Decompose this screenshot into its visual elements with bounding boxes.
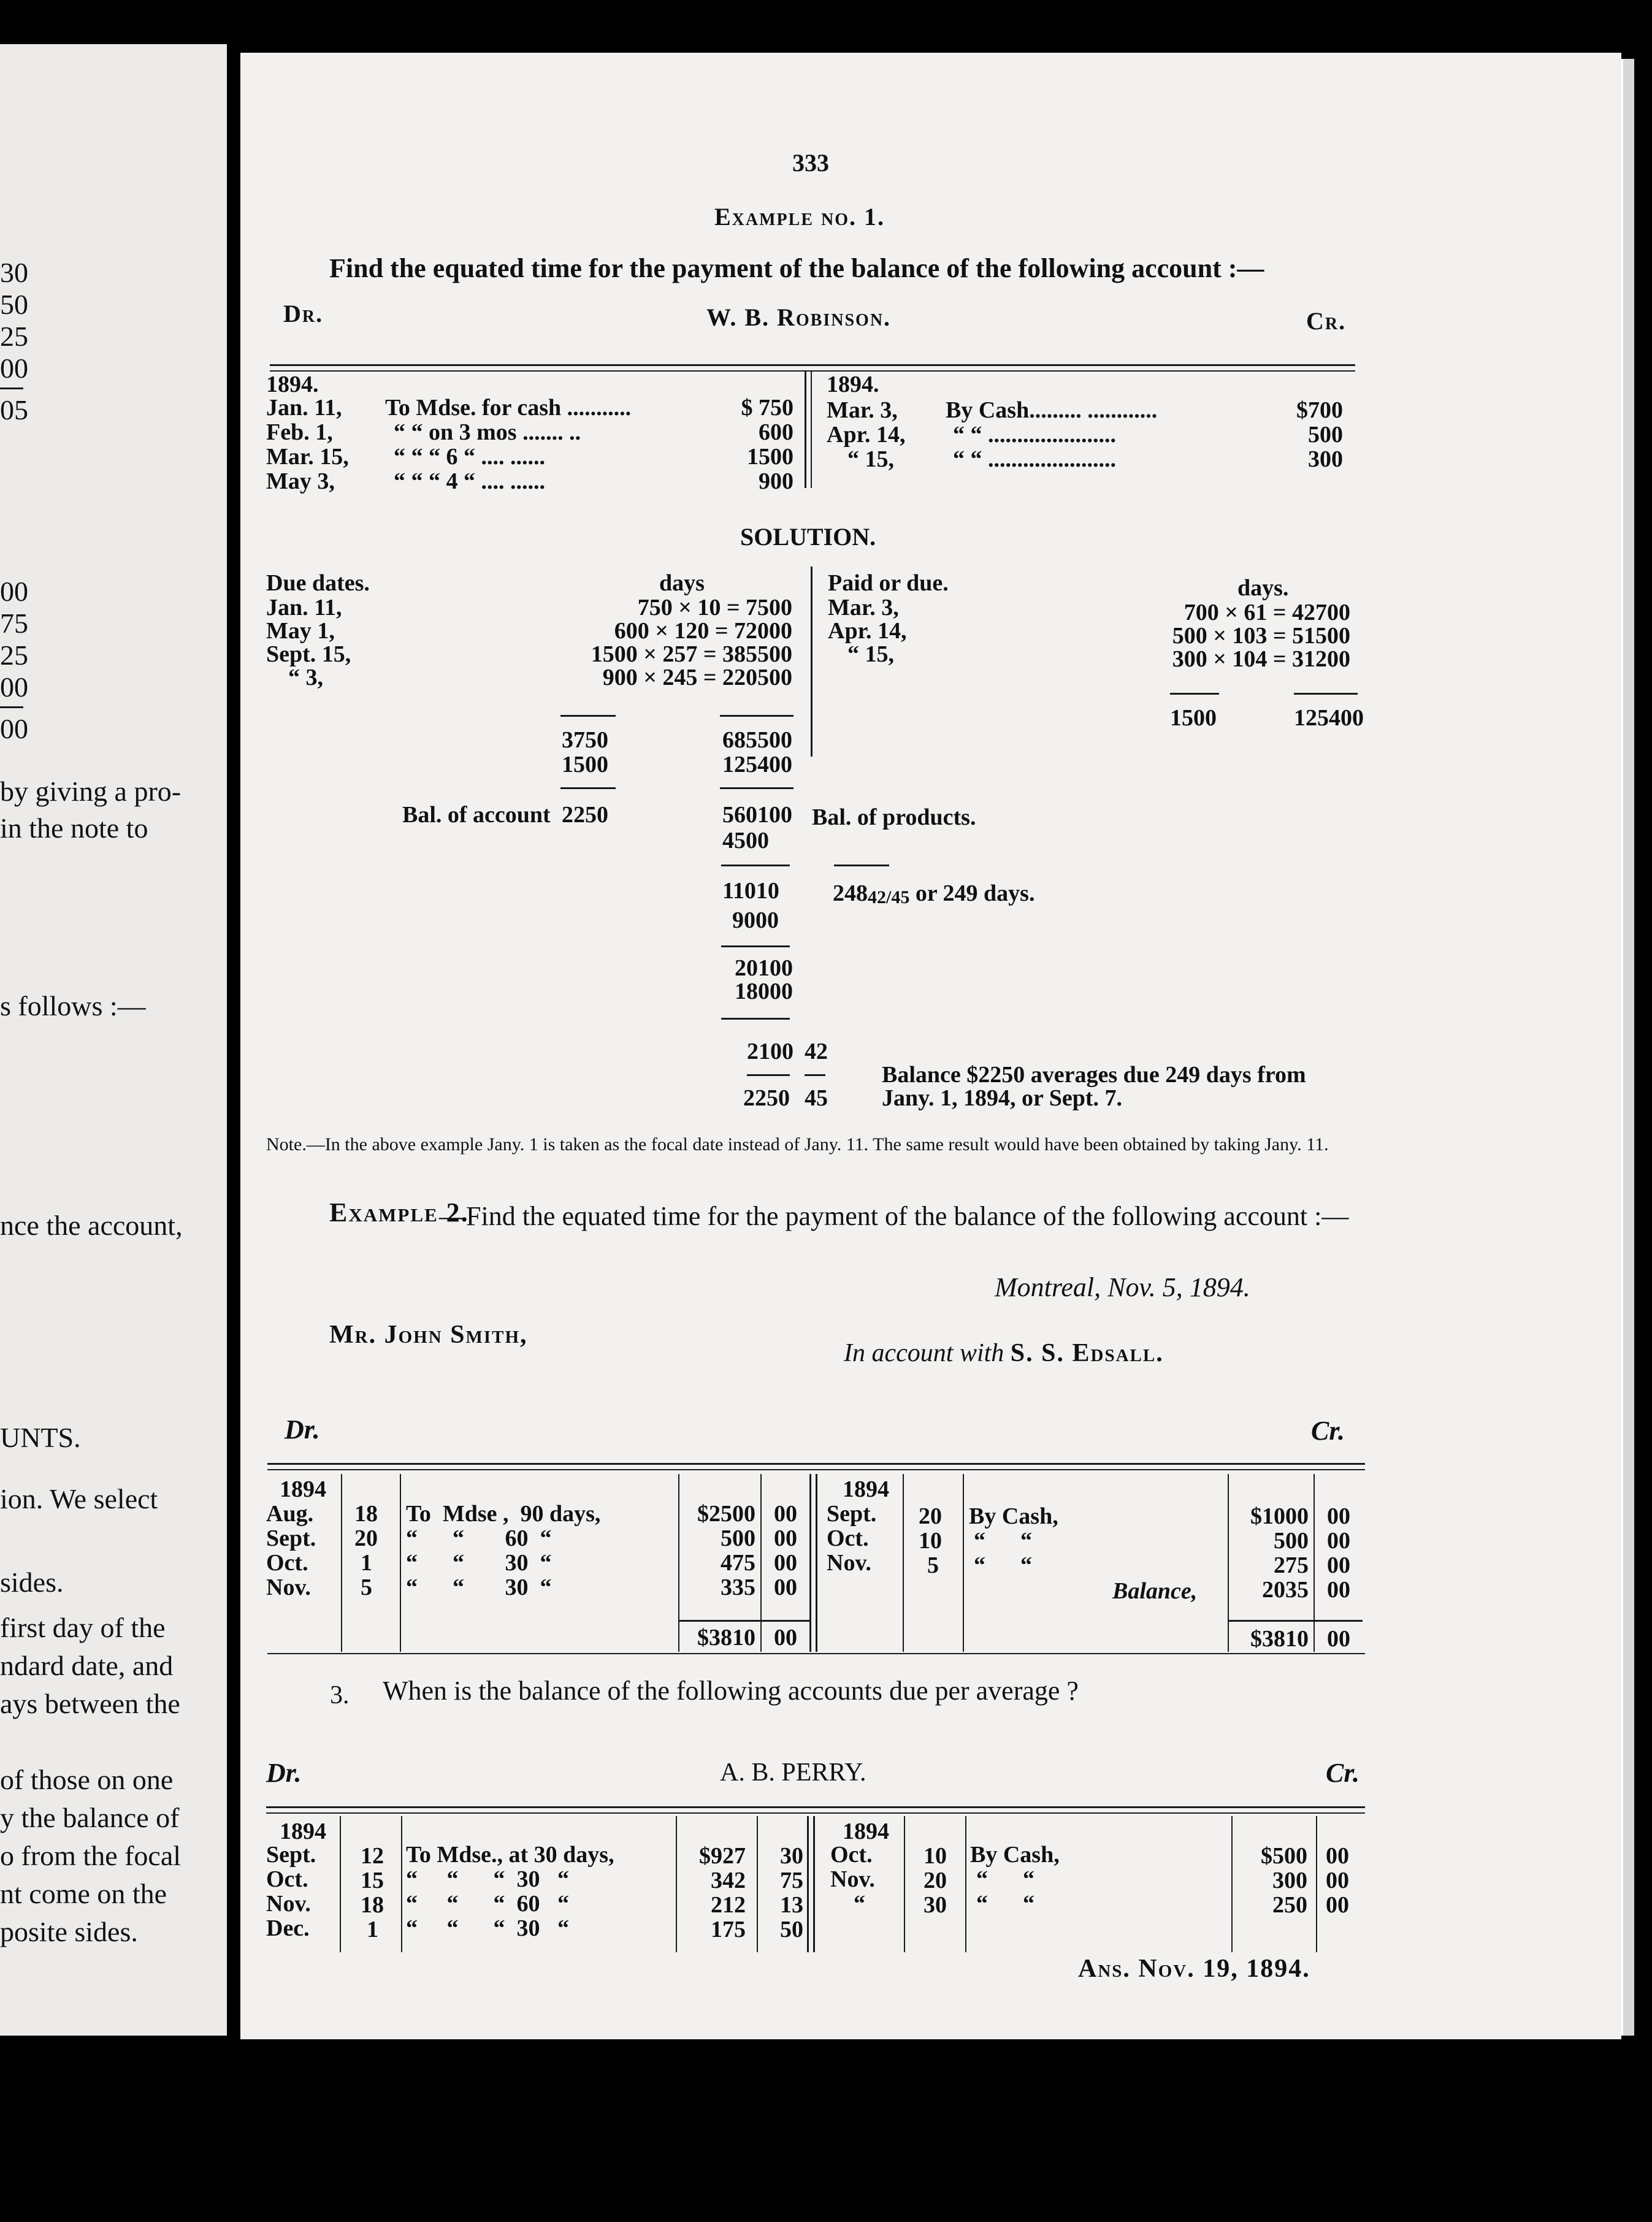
due-dates-label: Due dates. bbox=[266, 570, 370, 596]
debit-amount: 1500 bbox=[747, 444, 793, 470]
division-step: 2250 bbox=[743, 1085, 790, 1111]
debit-cents: 50 bbox=[780, 1917, 803, 1942]
debit-desc: “ “ “ 6 “ .... ...... bbox=[394, 444, 545, 470]
credit-days-label: days. bbox=[1237, 575, 1289, 601]
debit-desc: “ “ 30 “ bbox=[406, 1550, 552, 1576]
ledger-divider bbox=[813, 1816, 815, 1952]
note: Note.—In the above example Jany. 1 is taken as the focal date instead of Jany. 11. The same result would have been obtained by taking Jany. 11. bbox=[266, 1134, 1329, 1155]
paid-date: Apr. 14, bbox=[828, 618, 907, 644]
left-text-line: y the balance of bbox=[0, 1802, 180, 1833]
debit-day: 15 bbox=[361, 1868, 384, 1893]
product-line: 1500 × 257 = 385500 bbox=[591, 641, 792, 667]
credit-desc: By Cash, bbox=[969, 1503, 1058, 1529]
credit-month: Nov. bbox=[830, 1866, 875, 1892]
place-date: Montreal, Nov. 5, 1894. bbox=[995, 1272, 1250, 1302]
debit-year: 1894 bbox=[280, 1819, 326, 1844]
debit-desc: To Mdse., at 30 days, bbox=[406, 1842, 614, 1868]
solution-title: SOLUTION. bbox=[740, 523, 876, 551]
product-line: 750 × 10 = 7500 bbox=[637, 595, 792, 620]
product-total: 685500 bbox=[722, 727, 792, 753]
sum-rule bbox=[560, 715, 616, 717]
credit-day: 20 bbox=[919, 1503, 942, 1529]
ledger-column-line bbox=[760, 1474, 762, 1652]
remainder: 45 bbox=[805, 1085, 828, 1111]
debit-dollars: 175 bbox=[711, 1917, 746, 1942]
account-name: A. B. PERRY. bbox=[720, 1758, 866, 1787]
credit-total-cents: 00 bbox=[1327, 1626, 1350, 1652]
credit-day: 10 bbox=[924, 1843, 947, 1869]
debit-dollars: $927 bbox=[699, 1843, 746, 1869]
left-text-line: ion. We select bbox=[0, 1483, 158, 1514]
debit-year: 1894 bbox=[280, 1476, 326, 1502]
left-figure: 25 bbox=[0, 321, 28, 352]
due-date: “ 3, bbox=[288, 665, 323, 690]
debit-desc: “ “ “ 4 “ .... ...... bbox=[394, 468, 545, 494]
credit-cents: 00 bbox=[1327, 1577, 1350, 1603]
credit-cents: 00 bbox=[1326, 1868, 1349, 1893]
credit-desc: “ “ bbox=[974, 1552, 1032, 1578]
page-edge bbox=[1621, 59, 1634, 2036]
debit-desc: “ “ on 3 mos ....... .. bbox=[394, 419, 581, 445]
credit-dollars: $500 bbox=[1261, 1843, 1307, 1869]
credit-day: 20 bbox=[924, 1868, 947, 1893]
left-figure: 30 bbox=[0, 257, 28, 288]
product-line: 600 × 120 = 72000 bbox=[614, 618, 792, 644]
solution-divider bbox=[811, 567, 813, 757]
ledger-column-line bbox=[1314, 1474, 1315, 1652]
balance-note-line2: Jany. 1, 1894, or Sept. 7. bbox=[882, 1085, 1123, 1111]
ledger-divider bbox=[811, 372, 812, 488]
credit-year: 1894. bbox=[827, 372, 879, 397]
left-figure: 50 bbox=[0, 289, 28, 320]
in-account-label: In account with bbox=[844, 1339, 1004, 1367]
left-text-line: first day of the bbox=[0, 1612, 166, 1643]
credit-day: 5 bbox=[927, 1552, 939, 1578]
credit-desc: “ “ bbox=[976, 1891, 1034, 1917]
left-text-line: s follows :— bbox=[0, 990, 146, 1021]
book-page bbox=[240, 53, 1621, 2039]
debit-day: 1 bbox=[361, 1550, 372, 1576]
debit-desc: “ “ 60 “ bbox=[406, 1525, 552, 1551]
cr-label: Cr. bbox=[1306, 307, 1347, 335]
left-text-line: o from the focal bbox=[0, 1840, 182, 1871]
left-text-line: of those on one bbox=[0, 1764, 174, 1795]
debit-month: Aug. bbox=[266, 1501, 314, 1527]
addressee: Mr. John Smith, bbox=[329, 1321, 528, 1349]
debit-cents: 00 bbox=[774, 1550, 797, 1576]
debit-amount: $ 750 bbox=[741, 395, 793, 421]
sum-rule bbox=[720, 715, 793, 717]
balance-note-line1: Balance $2250 averages due 249 days from bbox=[882, 1062, 1306, 1088]
credit-dollars: 275 bbox=[1274, 1552, 1309, 1578]
due-date: May 1, bbox=[266, 618, 335, 644]
debit-dollars: 500 bbox=[721, 1525, 755, 1551]
debit-desc: “ “ “ 30 “ bbox=[406, 1866, 569, 1892]
debit-month: Oct. bbox=[266, 1550, 308, 1576]
credit-desc: “ “ ...................... bbox=[953, 446, 1116, 472]
total-rule bbox=[1228, 1620, 1363, 1622]
example2-question: —Find the equated time for the payment of the balance of the following account :— bbox=[439, 1201, 1349, 1231]
credit-product-subtotal: 125400 bbox=[722, 752, 792, 777]
left-figure: 00 bbox=[0, 576, 28, 607]
example2-label: Example 2. bbox=[329, 1197, 469, 1227]
quotient-rule bbox=[834, 865, 889, 866]
credit-desc: “ “ bbox=[976, 1866, 1034, 1892]
debit-date: May 3, bbox=[266, 468, 335, 494]
debit-day: 20 bbox=[354, 1525, 378, 1551]
debit-month: Nov. bbox=[266, 1575, 311, 1600]
cr-label: Cr. bbox=[1311, 1416, 1345, 1446]
credit-date: Apr. 14, bbox=[827, 422, 906, 448]
debit-day: 18 bbox=[361, 1892, 384, 1918]
credit-amount: $700 bbox=[1296, 397, 1343, 423]
bal-products-label: Bal. of products. bbox=[812, 804, 976, 830]
credit-product-line: 700 × 61 = 42700 bbox=[1184, 600, 1350, 625]
left-text-line: by giving a pro- bbox=[0, 776, 182, 807]
ledger-divider bbox=[805, 372, 806, 488]
debit-dollars: 475 bbox=[721, 1550, 755, 1576]
debit-cents: 30 bbox=[780, 1843, 803, 1869]
division-step: 20100 bbox=[735, 955, 793, 981]
paid-label: Paid or due. bbox=[828, 570, 949, 596]
debit-dollars: 335 bbox=[721, 1575, 755, 1600]
ledger-column-line bbox=[400, 1474, 401, 1652]
debit-desc: To Mdse , 90 days, bbox=[406, 1501, 601, 1527]
debit-date: Jan. 11, bbox=[266, 395, 342, 421]
credit-amount: 500 bbox=[1308, 422, 1343, 448]
answer: Ans. Nov. 19, 1894. bbox=[1078, 1955, 1310, 1983]
division-rule bbox=[805, 1074, 825, 1076]
quotient-text: or 249 days. bbox=[915, 880, 1035, 906]
ledger-column-line bbox=[757, 1816, 758, 1952]
ledger-rule bbox=[266, 1806, 1365, 1808]
bal-products: 560100 bbox=[722, 802, 792, 828]
dr-label: Dr. bbox=[266, 1758, 302, 1788]
credit-cents: 00 bbox=[1326, 1843, 1349, 1869]
bal-account: 2250 bbox=[562, 802, 608, 828]
ledger-rule bbox=[270, 370, 1355, 372]
ledger-rule bbox=[270, 364, 1355, 366]
division-rule bbox=[721, 865, 790, 866]
left-rule bbox=[0, 706, 23, 708]
dr-label: Dr. bbox=[285, 1415, 320, 1445]
debit-cents: 00 bbox=[774, 1575, 797, 1600]
left-text-line: in the note to bbox=[0, 812, 148, 844]
debit-day: 5 bbox=[361, 1575, 372, 1600]
division-rule bbox=[721, 1018, 790, 1020]
credit-month: Oct. bbox=[830, 1842, 873, 1868]
debit-desc: “ “ “ 60 “ bbox=[406, 1891, 569, 1917]
credit-month: Oct. bbox=[827, 1525, 869, 1551]
paid-date: Mar. 3, bbox=[828, 595, 899, 620]
debit-month: Nov. bbox=[266, 1891, 311, 1917]
division-step: 18000 bbox=[735, 979, 793, 1004]
debit-dollars: 212 bbox=[711, 1892, 746, 1918]
credit-day: 10 bbox=[919, 1528, 942, 1554]
debit-cents: 13 bbox=[780, 1892, 803, 1918]
example3-number: 3. bbox=[330, 1681, 350, 1709]
ledger-column-line bbox=[903, 1474, 904, 1652]
credit-year: 1894 bbox=[843, 1819, 889, 1844]
credit-year: 1894 bbox=[843, 1476, 889, 1502]
quotient bbox=[833, 882, 1034, 907]
debit-total-dollars: $3810 bbox=[697, 1625, 755, 1651]
ledger-rule bbox=[267, 1469, 1365, 1470]
credit-dollars: 2035 bbox=[1262, 1577, 1309, 1603]
left-text-line: ndard date, and bbox=[0, 1650, 174, 1681]
division-rule bbox=[747, 1074, 790, 1076]
quotient-fraction: 42/45 bbox=[868, 887, 910, 907]
division-rule bbox=[721, 945, 790, 947]
credit-total-dollars: $3810 bbox=[1250, 1626, 1309, 1652]
left-figure: 05 bbox=[0, 394, 28, 426]
credit-product-total: 125400 bbox=[1294, 705, 1364, 731]
left-figure: 00 bbox=[0, 713, 28, 744]
left-figure: 25 bbox=[0, 639, 28, 671]
credit-cents: 00 bbox=[1326, 1892, 1349, 1918]
debit-year: 1894. bbox=[266, 372, 319, 397]
bal-account-label: Bal. of account bbox=[402, 802, 551, 828]
credit-dollars: 500 bbox=[1274, 1528, 1309, 1554]
ledger-column-line bbox=[963, 1474, 964, 1652]
credit-month: “ bbox=[854, 1891, 865, 1917]
debit-desc: “ “ 30 “ bbox=[406, 1575, 552, 1600]
credit-dollars: 300 bbox=[1272, 1868, 1307, 1893]
credit-amount: 300 bbox=[1308, 446, 1343, 472]
left-text-line: ays between the bbox=[0, 1688, 180, 1719]
due-date: Sept. 15, bbox=[266, 641, 351, 667]
due-date: Jan. 11, bbox=[266, 595, 342, 620]
division-step: 4500 bbox=[722, 828, 769, 853]
credit-desc: “ “ bbox=[974, 1528, 1032, 1554]
ledger-column-line bbox=[401, 1816, 402, 1952]
sum-rule bbox=[1294, 693, 1358, 695]
ledger-rule bbox=[267, 1653, 1365, 1654]
ledger-column-line bbox=[341, 1474, 342, 1652]
credit-product-line: 500 × 103 = 51500 bbox=[1172, 623, 1350, 649]
credit-total: 1500 bbox=[1170, 705, 1217, 731]
ledger-rule bbox=[267, 1463, 1365, 1465]
debit-total: 3750 bbox=[562, 727, 608, 753]
sum-rule bbox=[1170, 693, 1219, 695]
credit-desc: “ “ ...................... bbox=[953, 422, 1116, 448]
debit-cents: 00 bbox=[774, 1501, 797, 1527]
debit-date: Feb. 1, bbox=[266, 419, 333, 445]
left-rule bbox=[0, 388, 23, 389]
page-number: 333 bbox=[792, 149, 829, 177]
debit-desc: “ “ “ 30 “ bbox=[406, 1915, 569, 1941]
left-text-line: nce the account, bbox=[0, 1210, 183, 1241]
credit-desc: By Cash, bbox=[970, 1842, 1060, 1868]
division-step: 2100 bbox=[747, 1039, 793, 1064]
left-figure: 00 bbox=[0, 671, 28, 703]
balance-label: Balance, bbox=[1112, 1578, 1198, 1604]
left-facing-page bbox=[0, 44, 227, 2036]
product-line: 900 × 245 = 220500 bbox=[602, 665, 792, 690]
ledger-divider bbox=[809, 1474, 811, 1652]
account-name: W. B. Robinson. bbox=[706, 304, 892, 331]
debit-day: 18 bbox=[354, 1501, 378, 1527]
debit-amount: 900 bbox=[759, 468, 793, 494]
debit-day: 1 bbox=[367, 1917, 378, 1942]
credit-dollars: $1000 bbox=[1250, 1503, 1309, 1529]
left-text-line: UNTS. bbox=[0, 1422, 81, 1453]
ledger-divider bbox=[807, 1816, 809, 1952]
credit-date: “ 15, bbox=[847, 446, 894, 472]
credit-month: Nov. bbox=[827, 1550, 871, 1576]
total-rule bbox=[678, 1620, 811, 1622]
division-step: 11010 bbox=[722, 878, 779, 904]
credit-cents: 00 bbox=[1327, 1552, 1350, 1578]
credit-subtotal: 1500 bbox=[562, 752, 608, 777]
dr-label: Dr. bbox=[283, 300, 324, 327]
example-question: Find the equated time for the payment of the balance of the following account :— bbox=[329, 253, 1264, 283]
ledger-divider bbox=[816, 1474, 817, 1652]
division-step: 9000 bbox=[732, 907, 779, 933]
debit-month: Oct. bbox=[266, 1866, 308, 1892]
example3-question: When is the balance of the following accounts due per average ? bbox=[383, 1676, 1079, 1706]
days-label: days bbox=[659, 570, 705, 596]
ledger-column-line bbox=[340, 1816, 341, 1952]
credit-month: Sept. bbox=[827, 1501, 877, 1527]
credit-day: 30 bbox=[924, 1892, 947, 1918]
debit-cents: 00 bbox=[774, 1525, 797, 1551]
credit-date: Mar. 3, bbox=[827, 397, 898, 423]
creditor-name: S. S. Edsall. bbox=[1010, 1339, 1164, 1367]
debit-month: Sept. bbox=[266, 1525, 316, 1551]
quotient-whole: 248 bbox=[833, 880, 868, 906]
cr-label: Cr. bbox=[1326, 1758, 1360, 1788]
left-figure: 75 bbox=[0, 608, 28, 639]
left-text-line: posite sides. bbox=[0, 1916, 138, 1947]
debit-dollars: $2500 bbox=[697, 1501, 755, 1527]
credit-dollars: 250 bbox=[1272, 1892, 1307, 1918]
example-heading: Example no. 1. bbox=[714, 203, 885, 231]
left-text-line: nt come on the bbox=[0, 1878, 167, 1909]
credit-desc: By Cash......... ............ bbox=[946, 397, 1158, 423]
difference-rule bbox=[560, 787, 616, 789]
paid-date: “ 15, bbox=[847, 641, 894, 667]
left-text-line: sides. bbox=[0, 1567, 64, 1598]
ledger-column-line bbox=[965, 1816, 966, 1952]
ledger-column-line bbox=[904, 1816, 905, 1952]
difference-rule bbox=[720, 787, 793, 789]
debit-date: Mar. 15, bbox=[266, 444, 349, 470]
credit-cents: 00 bbox=[1327, 1503, 1350, 1529]
debit-cents: 75 bbox=[780, 1868, 803, 1893]
credit-cents: 00 bbox=[1327, 1528, 1350, 1554]
in-account-with bbox=[844, 1340, 1164, 1366]
remainder: 42 bbox=[805, 1039, 828, 1064]
debit-month: Sept. bbox=[266, 1842, 316, 1868]
debit-dollars: 342 bbox=[711, 1868, 746, 1893]
debit-month: Dec. bbox=[266, 1915, 310, 1941]
left-figure: 00 bbox=[0, 353, 28, 384]
debit-amount: 600 bbox=[759, 419, 793, 445]
ledger-column-line bbox=[1316, 1816, 1317, 1952]
debit-desc: To Mdse. for cash ........... bbox=[385, 395, 632, 421]
debit-day: 12 bbox=[361, 1843, 384, 1869]
credit-product-line: 300 × 104 = 31200 bbox=[1172, 646, 1350, 672]
ledger-rule bbox=[266, 1812, 1365, 1814]
debit-total-cents: 00 bbox=[774, 1625, 797, 1651]
